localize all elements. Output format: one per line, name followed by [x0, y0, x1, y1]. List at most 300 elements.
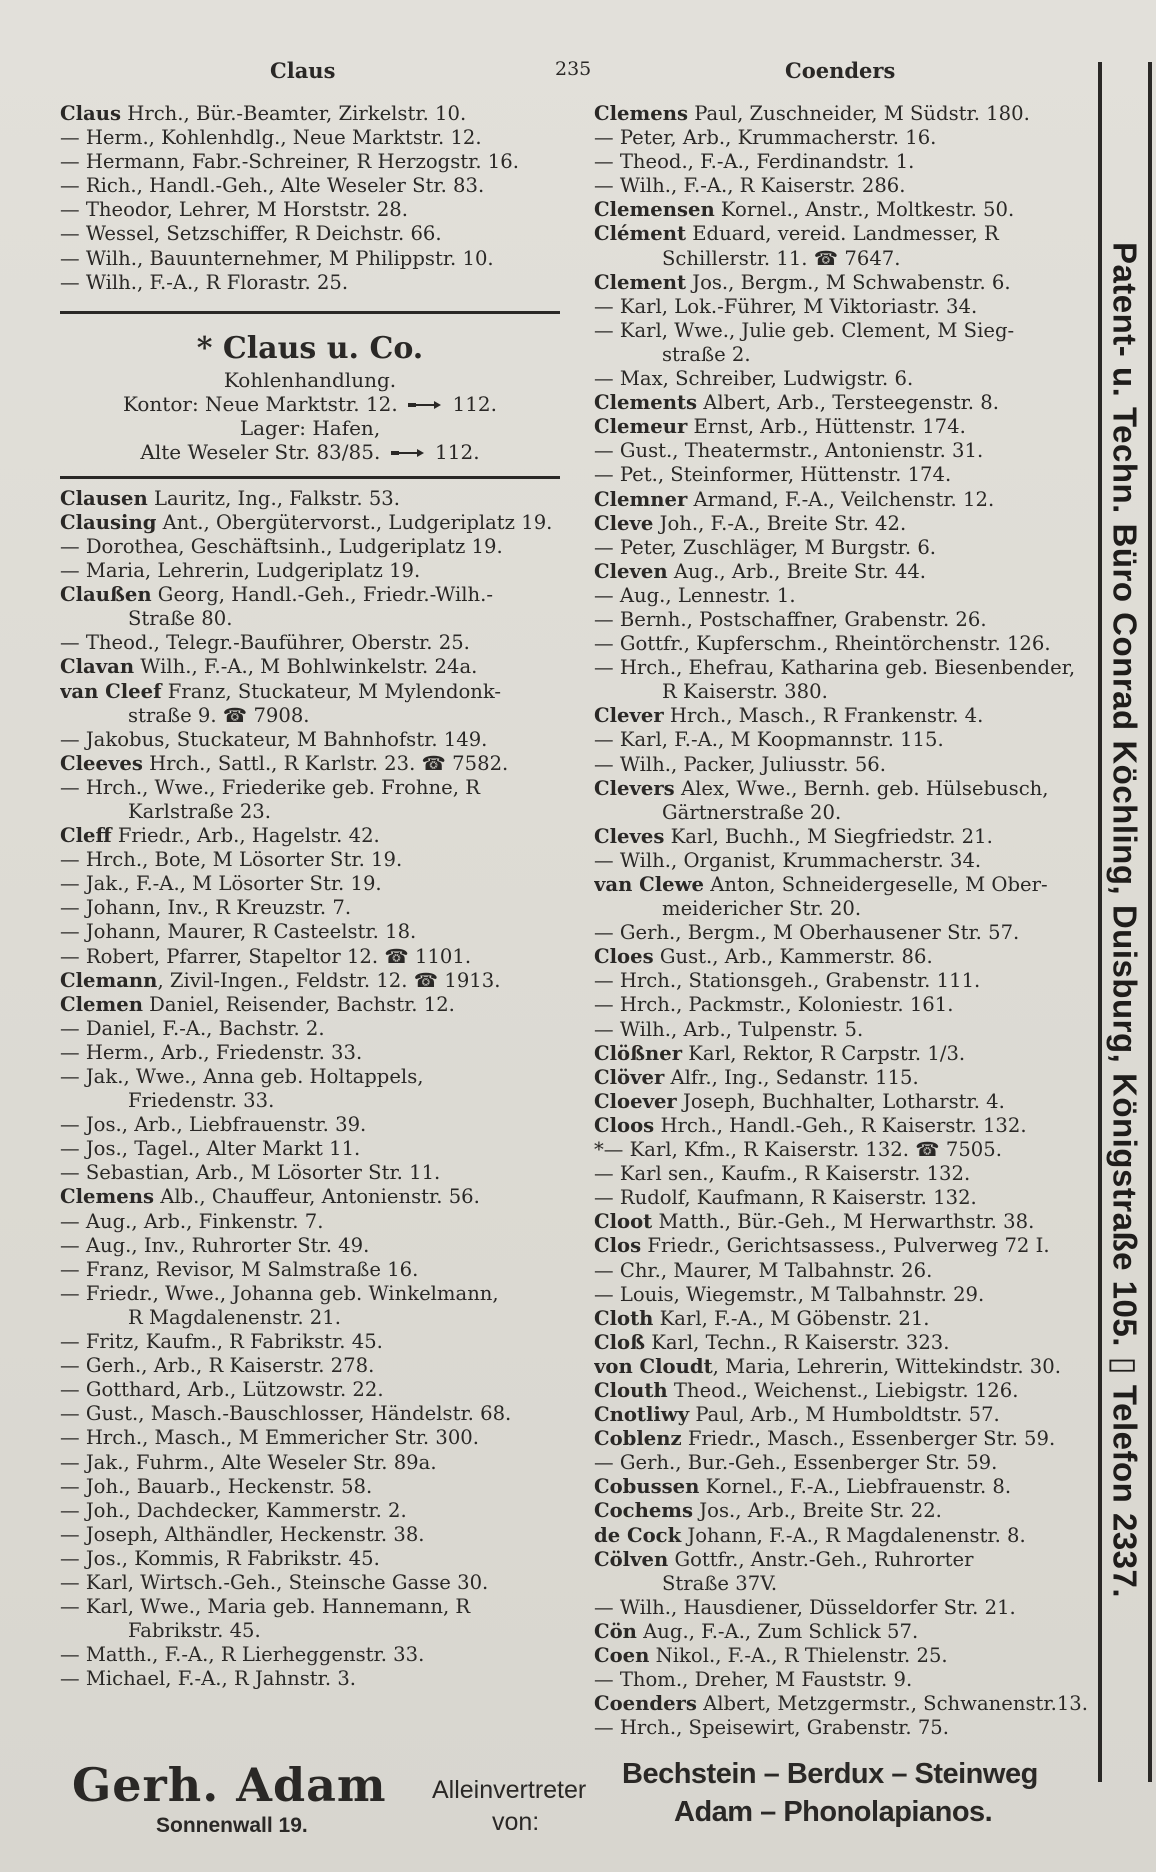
directory-entry [594, 1379, 1100, 1403]
entry-details: — Theod., F.-A., Ferdinandstr. 1. [594, 150, 915, 174]
right-main-entries [594, 102, 1100, 1740]
entry-details: — Theodor, Lehrer, M Horststr. 28. [60, 198, 408, 222]
entry-details: Johann, F.-A., R Magdalenenstr. 8. [681, 1523, 1026, 1547]
directory-entry [60, 487, 565, 511]
entry-surname: Cleven [594, 559, 668, 583]
directory-entry [594, 777, 1100, 801]
entry-details: — Aug., Arb., Finkenstr. 7. [60, 1209, 324, 1233]
entry-details: — Rich., Handl.-Geh., Alte Weseler Str. 83. [60, 174, 485, 198]
directory-entry [60, 102, 565, 126]
entry-details: — Wilh., Arb., Tulpenstr. 5. [594, 1017, 864, 1041]
entry-details: — Pet., Steinformer, Hüttenstr. 174. [594, 463, 952, 487]
directory-entry [594, 753, 1100, 777]
entry-surname: Cleves [594, 824, 665, 848]
entry-surname: van Cleef [60, 679, 162, 703]
directory-entry [594, 415, 1100, 439]
directory-entry [594, 1210, 1100, 1234]
directory-entry [60, 704, 565, 728]
entry-details: — Karl, F.-A., M Koopmannstr. 115. [594, 728, 944, 752]
directory-entry [60, 1161, 565, 1185]
entry-details: Georg, Handl.-Geh., Friedr.-Wilh.- [151, 583, 493, 607]
directory-entry [594, 1668, 1100, 1692]
directory-entry [594, 656, 1100, 680]
entry-surname: Cnotliwy [594, 1403, 690, 1427]
entry-details: Hrch., Handl.-Geh., R Kaiserstr. 132. [654, 1113, 1027, 1137]
directory-entry [60, 535, 565, 559]
entry-details: Straße 80. [128, 607, 233, 631]
directory-entry [60, 1619, 565, 1643]
directory-entry [594, 1283, 1100, 1307]
entry-details: — Karl, Wwe., Maria geb. Hannemann, R [60, 1595, 471, 1619]
directory-entry [594, 1090, 1100, 1114]
directory-entry [60, 511, 565, 535]
entry-surname: Clausen [60, 486, 148, 510]
directory-entry [594, 1403, 1100, 1427]
entry-details: Paul, Zuschneider, M Südstr. 180. [687, 102, 1030, 125]
entry-details: R Kaiserstr. 380. [662, 680, 828, 704]
ad-business: Kohlenhandlung. [223, 367, 397, 392]
entry-details: — Hrch., Stationsgeh., Grabenstr. 111. [594, 969, 981, 993]
directory-entry [594, 1018, 1100, 1042]
entry-details: Friedr., Masch., Essenberger Str. 59. [681, 1427, 1056, 1451]
directory-entry [594, 849, 1100, 873]
directory-entry [594, 897, 1100, 921]
entry-details: straße 2. [662, 342, 751, 366]
directory-entry [60, 993, 565, 1017]
entry-details: — Chr., Maurer, M Talbahnstr. 26. [594, 1258, 933, 1282]
entry-surname: Cölven [594, 1547, 669, 1571]
entry-details: Joseph, Buchhalter, Lotharstr. 4. [676, 1089, 1005, 1113]
entry-surname: Clement [594, 270, 686, 294]
directory-entry [60, 1595, 565, 1619]
entry-surname: Cloot [594, 1210, 653, 1234]
entry-details: Karl, Rektor, R Carpstr. 1/3. [682, 1041, 966, 1065]
directory-entry [594, 343, 1100, 367]
entry-details: Daniel, Reisender, Bachstr. 12. [142, 992, 455, 1016]
directory-entry [60, 872, 565, 896]
entry-surname: Cloth [594, 1306, 654, 1330]
entry-details: straße 9. ☎ 7908. [128, 703, 310, 727]
directory-entry [594, 295, 1100, 319]
entry-surname: Cön [594, 1619, 637, 1643]
entry-details: — Peter, Zuschläger, M Burgstr. 6. [594, 535, 937, 559]
directory-entry [60, 631, 565, 655]
entry-details: meidericher Str. 20. [662, 897, 862, 921]
directory-entry [60, 150, 565, 174]
directory-entry [594, 512, 1100, 536]
directory-entry [60, 1137, 565, 1161]
entry-details: — Wilh., Organist, Krummacherstr. 34. [594, 848, 982, 872]
directory-entry [594, 560, 1100, 584]
entry-details: — Robert, Pfarrer, Stapeltor 12. ☎ 1101. [60, 944, 472, 968]
directory-entry [594, 1475, 1100, 1499]
directory-entry [60, 583, 565, 607]
entry-surname: van Clewe [594, 873, 704, 896]
directory-entry [60, 848, 565, 872]
entry-details: — Jos., Arb., Liebfrauenstr. 39. [60, 1113, 367, 1137]
directory-entry [594, 1066, 1100, 1090]
entry-details: — Louis, Wiegemstr., M Talbahnstr. 29. [594, 1282, 985, 1306]
entry-details: Theod., Weichenst., Liebigstr. 126. [667, 1378, 1019, 1402]
entry-details: *— Karl, Kfm., R Kaiserstr. 132. ☎ 7505. [594, 1138, 1002, 1162]
entry-details: — Wilh., Packer, Juliusstr. 56. [594, 752, 886, 776]
telephone-icon [408, 400, 442, 410]
directory-entry [594, 1234, 1100, 1258]
vertical-advertisement [1100, 70, 1150, 1770]
entry-details: Gust., Arb., Kammerstr. 86. [653, 945, 933, 969]
directory-entry [60, 776, 565, 800]
directory-entry [60, 1499, 565, 1523]
entry-surname: Clevers [594, 776, 675, 800]
entry-details: — Friedr., Wwe., Johanna geb. Winkelmann, [60, 1281, 499, 1305]
bottom-ad-firm: Gerh. Adam [72, 1758, 387, 1812]
entry-details: — Rudolf, Kaufmann, R Kaiserstr. 132. [594, 1186, 977, 1210]
directory-entry [594, 1259, 1100, 1283]
directory-entry [594, 319, 1100, 343]
right-column [594, 102, 1100, 1740]
directory-entry [594, 247, 1100, 271]
entry-details: — Gust., Masch.-Bauschlosser, Händelstr. 68. [60, 1402, 512, 1426]
entry-surname: Clemner [594, 487, 688, 511]
directory-entry [60, 680, 565, 704]
directory-entry [594, 1499, 1100, 1523]
entry-details: — Johann, Inv., R Kreuzstr. 7. [60, 896, 352, 920]
entry-surname: Clemensen [594, 198, 715, 222]
directory-entry [594, 1644, 1100, 1668]
entry-details: — Dorothea, Geschäftsinh., Ludgeriplatz 19. [60, 534, 503, 558]
entry-details: — Sebastian, Arb., M Lösorter Str. 11. [60, 1161, 441, 1185]
ad-store-phone: 112. [435, 439, 480, 464]
entry-surname: Clouth [594, 1378, 668, 1402]
directory-entry [60, 920, 565, 944]
entry-details: — Jak., Fuhrm., Alte Weseler Str. 89a. [60, 1450, 437, 1474]
directory-entry [60, 824, 565, 848]
entry-surname: Cloes [594, 945, 654, 969]
directory-entry [594, 1572, 1100, 1596]
directory-entry [594, 1692, 1100, 1716]
directory-entry [594, 825, 1100, 849]
entry-details: — Herm., Arb., Friedenstr. 33. [60, 1040, 363, 1064]
left-main-entries [60, 487, 565, 1692]
entry-details: — Hrch., Packmstr., Koloniestr. 161. [594, 993, 954, 1017]
entry-details: Straße 37V. [662, 1571, 778, 1595]
entry-details: Gottfr., Anstr.-Geh., Ruhrorter [668, 1547, 974, 1571]
directory-entry [594, 1548, 1100, 1572]
left-top-entries [60, 102, 565, 295]
directory-entry [594, 198, 1100, 222]
entry-surname: de Cock [594, 1523, 682, 1547]
header-left-keyword: Claus [270, 58, 336, 83]
entry-details: Jos., Arb., Breite Str. 22. [693, 1499, 942, 1523]
entry-surname: Coenders [594, 1692, 697, 1716]
entry-details: — Gottfr., Kupferschm., Rheintörchenstr. 126. [594, 632, 1051, 656]
entry-details: R Magdalenenstr. 21. [128, 1305, 341, 1329]
directory-entry [60, 1234, 565, 1258]
left-column [60, 102, 565, 1691]
entry-details: Karlstraße 23. [128, 799, 272, 823]
directory-entry [594, 801, 1100, 825]
directory-entry [60, 969, 565, 993]
entry-details: — Joseph, Althändler, Heckenstr. 38. [60, 1522, 425, 1546]
entry-details: Wilh., F.-A., M Bohlwinkelstr. 24a. [134, 655, 478, 679]
entry-surname: Cleve [594, 511, 654, 535]
directory-entry [594, 102, 1100, 126]
entry-surname: Clément [594, 222, 686, 246]
directory-entry [60, 1523, 565, 1547]
directory-entry [60, 1426, 565, 1450]
entry-surname: Clemann [60, 968, 158, 992]
directory-entry [594, 704, 1100, 728]
entry-details: — Jak., F.-A., M Lösorter Str. 19. [60, 872, 382, 896]
entry-surname: Clöver [594, 1065, 665, 1089]
directory-entry [594, 536, 1100, 560]
entry-details: — Gust., Theatermstr., Antonienstr. 31. [594, 439, 984, 463]
directory-entry [594, 1427, 1100, 1451]
directory-entry [594, 463, 1100, 487]
directory-entry [60, 1089, 565, 1113]
entry-details: — Wilh., Hausdiener, Düsseldorfer Str. 21. [594, 1595, 1016, 1619]
bottom-ad-address: Sonnenwall 19. [156, 1814, 308, 1837]
entry-details: — Wessel, Setzschiffer, R Deichstr. 66. [60, 222, 442, 246]
entry-details: — Michael, F.-A., R Jahnstr. 3. [60, 1667, 357, 1691]
entry-details: Kornel., F.-A., Liebfrauenstr. 8. [699, 1475, 1012, 1499]
directory-entry [594, 1138, 1100, 1162]
entry-surname: Clemens [60, 1185, 154, 1209]
directory-entry [60, 1210, 565, 1234]
directory-entry [594, 1596, 1100, 1620]
entry-details: Albert, Arb., Tersteegenstr. 8. [697, 391, 999, 415]
entry-details: Hrch., Masch., R Frankenstr. 4. [663, 704, 984, 728]
directory-entry [60, 1547, 565, 1571]
entry-details: Friedenstr. 33. [128, 1089, 275, 1113]
entry-details: Alb., Chauffeur, Antonienstr. 56. [153, 1185, 480, 1209]
ad-office-line [60, 392, 560, 416]
entry-details: Paul, Arb., M Humboldtstr. 57. [689, 1403, 1000, 1427]
directory-entry [594, 945, 1100, 969]
directory-entry [594, 174, 1100, 198]
entry-details: Joh., F.-A., Breite Str. 42. [653, 511, 907, 535]
directory-entry [60, 559, 565, 583]
entry-surname: Clemeur [594, 415, 688, 439]
entry-details: — Thom., Dreher, M Fauststr. 9. [594, 1668, 913, 1692]
entry-details: Ernst, Arb., Hüttenstr. 174. [687, 415, 966, 439]
directory-entry [594, 1716, 1100, 1740]
entry-details: — Theod., Telegr.-Bauführer, Oberstr. 25. [60, 631, 470, 655]
entry-details: — Max, Schreiber, Ludwigstr. 6. [594, 367, 914, 391]
entry-details: — Hrch., Ehefrau, Katharina geb. Biesenbender, [594, 656, 1076, 680]
directory-entry [60, 198, 565, 222]
entry-surname: Coen [594, 1644, 650, 1667]
directory-entry [60, 247, 565, 271]
entry-details: — Wilh., Bauunternehmer, M Philippstr. 10. [60, 246, 494, 270]
entry-surname: von Cloudt [594, 1354, 713, 1378]
entry-surname: Clausing [60, 510, 157, 534]
directory-entry [60, 655, 565, 679]
directory-entry [594, 1331, 1100, 1355]
entry-details: Alfr., Ing., Sedanstr. 115. [664, 1065, 919, 1089]
entry-details: — Hermann, Fabr.-Schreiner, R Herzogstr. 16. [60, 150, 519, 174]
entry-details: — Gerh., Arb., R Kaiserstr. 278. [60, 1354, 375, 1378]
bottom-ad-brands-1: Bechstein – Berdux – Steinweg [622, 1758, 1038, 1790]
entry-details: Jos., Bergm., M Schwabenstr. 6. [686, 270, 1011, 294]
directory-entry [60, 1065, 565, 1089]
entry-details: — Franz, Revisor, M Salmstraße 16. [60, 1257, 419, 1281]
ad-store-line [60, 440, 560, 464]
entry-surname: Clemens [594, 102, 688, 125]
entry-surname: Clavan [60, 655, 135, 679]
entry-details: — Joh., Bauarb., Heckenstr. 58. [60, 1474, 373, 1498]
entry-details: — Bernh., Postschaffner, Grabenstr. 26. [594, 607, 987, 631]
entry-details: — Jakobus, Stuckateur, M Bahnhofstr. 149. [60, 727, 488, 751]
directory-entry [594, 1042, 1100, 1066]
entry-details: Aug., Arb., Breite Str. 44. [667, 559, 927, 583]
directory-entry [594, 488, 1100, 512]
entry-details: — Hrch., Masch., M Emmericher Str. 300. [60, 1426, 479, 1450]
entry-surname: Coblenz [594, 1427, 682, 1451]
entry-details: Fabrikstr. 45. [128, 1619, 261, 1643]
entry-surname: Clemen [60, 992, 143, 1016]
ad-office: Kontor: Neue Marktstr. 12. [122, 391, 398, 416]
directory-entry [60, 607, 565, 631]
directory-entry [60, 1378, 565, 1402]
directory-entry [594, 680, 1100, 704]
directory-entry [594, 1307, 1100, 1331]
directory-entry [60, 1402, 565, 1426]
directory-entry [60, 1282, 565, 1306]
entry-surname: Clos [594, 1234, 642, 1258]
entry-details: , Zivil-Ingen., Feldstr. 12. ☎ 1913. [157, 968, 501, 992]
directory-entry [60, 1571, 565, 1595]
directory-entry [60, 222, 565, 246]
entry-details: Franz, Stuckateur, M Mylendonk- [161, 679, 502, 703]
directory-entry [60, 752, 565, 776]
entry-details: — Karl sen., Kaufm., R Kaiserstr. 132. [594, 1162, 971, 1186]
directory-entry [594, 222, 1100, 246]
entry-details: — Fritz, Kaufm., R Fabrikstr. 45. [60, 1330, 383, 1354]
header-right-keyword: Coenders [785, 58, 896, 83]
entry-details: — Aug., Inv., Ruhrorter Str. 49. [60, 1233, 370, 1257]
entry-details: Karl, F.-A., M Göbenstr. 21. [653, 1306, 930, 1330]
page-header [60, 58, 1090, 88]
ad-office-phone: 112. [452, 391, 498, 416]
directory-entry [594, 608, 1100, 632]
entry-details: — Jos., Kommis, R Fabrikstr. 45. [60, 1546, 380, 1570]
directory-entry [594, 391, 1100, 415]
directory-entry [594, 1355, 1100, 1379]
entry-details: — Karl, Lok.-Führer, M Viktoriastr. 34. [594, 294, 978, 318]
entry-details: — Peter, Arb., Krummacherstr. 16. [594, 126, 937, 150]
directory-entry [60, 1258, 565, 1282]
directory-entry [594, 728, 1100, 752]
entry-details: — Herm., Kohlenhdlg., Neue Marktstr. 12. [60, 126, 482, 150]
directory-entry [60, 1475, 565, 1499]
entry-details: Hrch., Bür.-Beamter, Zirkelstr. 10. [121, 102, 467, 125]
entry-details: — Karl, Wirtsch.-Geh., Steinsche Gasse 30. [60, 1570, 489, 1594]
bottom-ad-agent: Alleinvertreter [432, 1776, 587, 1804]
entry-details: — Hrch., Wwe., Friederike geb. Frohne, R [60, 775, 480, 799]
bottom-ad-brands-2: Adam – Phonolapianos. [674, 1796, 993, 1828]
entry-details: — Gerh., Bur.-Geh., Essenberger Str. 59. [594, 1451, 998, 1475]
vertical-ad-text: Patent- u. Techn. Büro Conrad Köchling, Duisburg, Königstraße 105. ▯ Telefon 2337. [1106, 241, 1144, 1599]
entry-surname: Cleff [60, 824, 112, 848]
entry-surname: Cloever [594, 1089, 677, 1113]
directory-entry [594, 439, 1100, 463]
entry-details: — Jak., Wwe., Anna geb. Holtappels, [60, 1065, 424, 1088]
directory-entry [60, 1330, 565, 1354]
directory-entry [60, 1041, 565, 1065]
entry-details: Kornel., Anstr., Moltkestr. 50. [714, 198, 1015, 222]
entry-details: Friedr., Arb., Hagelstr. 42. [111, 824, 380, 848]
page-number: 235 [555, 58, 592, 80]
entry-surname: Claußen [60, 583, 152, 607]
directory-entry [594, 1620, 1100, 1644]
entry-details: — Aug., Lennestr. 1. [594, 583, 796, 607]
entry-details: Nikol., F.-A., R Thielenstr. 25. [649, 1644, 948, 1667]
directory-entry [60, 896, 565, 920]
entry-details: — Maria, Lehrerin, Ludgeriplatz 19. [60, 559, 421, 583]
entry-details: Karl, Buchh., M Siegfriedstr. 21. [664, 824, 993, 848]
entry-surname: Cleeves [60, 751, 143, 775]
directory-entry [594, 993, 1100, 1017]
directory-entry [60, 1451, 565, 1475]
directory-entry [594, 271, 1100, 295]
directory-entry [594, 367, 1100, 391]
entry-details: Gärtnerstraße 20. [662, 800, 842, 824]
directory-entry [60, 1113, 565, 1137]
entry-details: Hrch., Sattl., R Karlstr. 23. ☎ 7582. [142, 751, 509, 775]
entry-details: Karl, Techn., R Kaiserstr. 323. [645, 1330, 950, 1354]
entry-details: — Johann, Maurer, R Casteelstr. 18. [60, 920, 417, 944]
directory-entry [594, 1162, 1100, 1186]
directory-entry [60, 1185, 565, 1209]
entry-details: — Gotthard, Arb., Lützowstr. 22. [60, 1378, 384, 1402]
entry-details: Eduard, vereid. Landmesser, R [686, 222, 999, 246]
directory-entry [60, 1667, 565, 1691]
entry-surname: Cochems [594, 1499, 694, 1523]
entry-details: Schillerstr. 11. ☎ 7647. [662, 246, 901, 270]
entry-details: Aug., F.-A., Zum Schlick 57. [636, 1619, 919, 1643]
entry-details: — Gerh., Bergm., M Oberhausener Str. 57. [594, 921, 1020, 945]
entry-details: — Daniel, F.-A., Bachstr. 2. [60, 1016, 325, 1040]
ad-store: Lager: Hafen, [239, 415, 381, 440]
entry-details: Anton, Schneidergeselle, M Ober- [704, 873, 1048, 896]
directory-entry [594, 1451, 1100, 1475]
entry-details: Lauritz, Ing., Falkstr. 53. [147, 486, 400, 510]
entry-details: Friedr., Gerichtsassess., Pulverweg 72 I. [641, 1234, 1050, 1258]
directory-entry [60, 1354, 565, 1378]
directory-entry [594, 1524, 1100, 1548]
entry-details: — Joh., Dachdecker, Kammerstr. 2. [60, 1498, 407, 1522]
directory-entry [594, 126, 1100, 150]
entry-surname: Clements [594, 391, 698, 415]
directory-entry [60, 728, 565, 752]
directory-entry [594, 921, 1100, 945]
entry-details: Matth., Bür.-Geh., M Herwarthstr. 38. [652, 1210, 1035, 1234]
entry-details: — Wilh., F.-A., R Florastr. 25. [60, 270, 349, 294]
telephone-icon [391, 448, 425, 458]
directory-entry [60, 174, 565, 198]
entry-surname: Clößner [594, 1041, 683, 1065]
directory-entry [594, 632, 1100, 656]
entry-details: , Maria, Lehrerin, Wittekindstr. 30. [712, 1354, 1061, 1378]
entry-details: — Karl, Wwe., Julie geb. Clement, M Sieg- [594, 318, 1015, 342]
directory-entry [60, 271, 565, 295]
directory-entry [594, 1186, 1100, 1210]
entry-details: Alex, Wwe., Bernh. geb. Hülsebusch, [674, 776, 1049, 800]
ad-firm-name: * Claus u. Co. [196, 330, 424, 366]
entry-details: — Wilh., F.-A., R Kaiserstr. 286. [594, 174, 906, 198]
bottom-advertisement [60, 1752, 1100, 1842]
